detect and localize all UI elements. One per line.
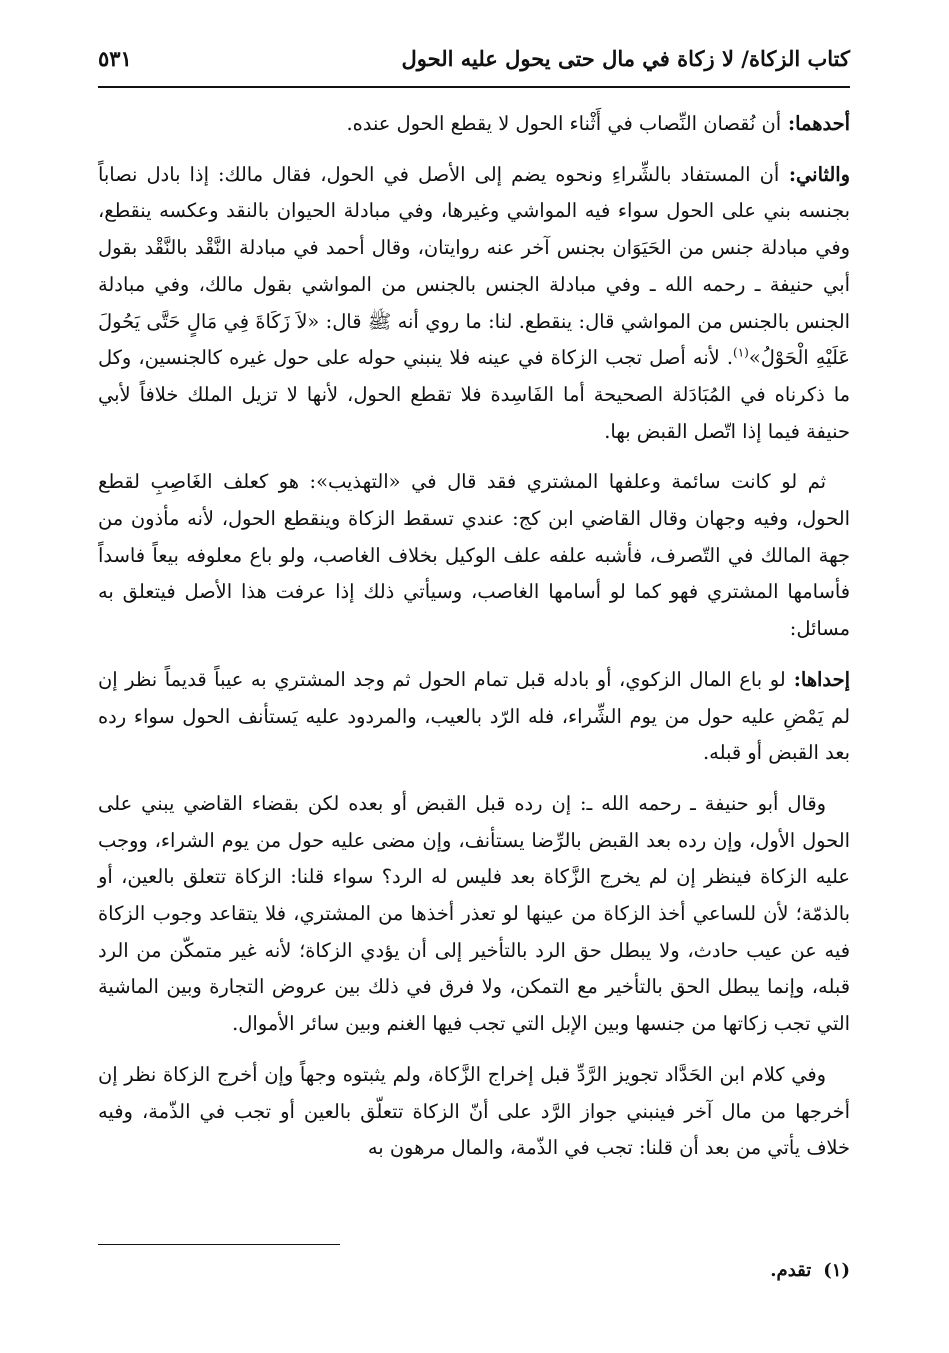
paragraph-text: لو باع المال الزكوي، أو بادله قبل تمام الحول ثم وجد المشتري به عيباً قديماً نظر إن لم يَمْضِ عليه حول من يوم الشِّراء، فله الرّد بالعيب، والمردود عليه يَستأنف الحول سواء رده بعد القبض أو قبله. [98,667,850,765]
paragraph-text: أن المستفاد بالشِّراءِ ونحوه يضم إلى الأصل في الحول، فقال مالك: إذا بادل نصاباً بجنسه بني على الحول سواء فيه المواشي وغيرها، وفي مبادلة الحيوان بالنقد وعكسه ينقطع، وفي مبادلة جنس من الحَيَوَان بجنس آخر عنه روايتان، وقال أحمد في مبادلة النَّقْد بالنَّقْد بقول أبي حنيفة ـ رحمه الله ـ وفي مبادلة الجنس بالجنس من المواشي بقول مالك، وفي مبادلة الجنس بالجنس من المواشي قال: ينقطع. لنا: ما روي أنه ﷺ قال: «لاَ زَكَاةَ فِي مَالٍ حَتَّى يَحُولَ عَلَيْهِ الْحَوْلُ» [98,162,850,370]
page-number: ٥٣١ [98,46,132,71]
paragraph-text: أن نُقصان النِّصاب في أَثْناء الحول لا يقطع الحول عنده. [346,112,782,135]
running-title: كتاب الزكاة/ لا زكاة في مال حتى يحول عليه الحول [401,46,850,71]
paragraph-first-issue [98,106,850,143]
paragraph-ibn-haddad [98,1057,850,1167]
paragraph-lead: إحداها: [785,667,850,691]
footnote-text: تقدم. [770,1260,812,1281]
page-header [98,40,850,88]
paragraph-abu-hanifa [98,786,850,1043]
paragraph-lead: أحدهما: [781,112,850,135]
paragraph-text: ثم لو كانت سائمة وعلفها المشتري فقد قال في «التهذيب»: هو كعلف الغَاصِبِ لقطع الحول، وفيه وجهان وقال القاضي ابن كج: عندي تسقط الزكاة وينقطع الحول، لأنه مأذون من جهة المالك في التّصرف، فأشبه علفه علف الوكيل بخلاف الغاصب، ولو باع معلوفه بيعاً فاسداً فأسامها المشتري فهو كما لو أسامها الغاصب، وسيأتي ذلك إذا عرفت هذا الأصل فيتعلق به مسائل: [98,470,850,641]
footnote-divider [98,1244,340,1245]
paragraph-first-case [98,662,850,772]
paragraph-tahdhib [98,464,850,648]
body-text [98,106,850,1167]
footnote-reference: (١) [733,345,749,360]
footnote [770,1260,850,1281]
paragraph-text-tail: . لأنه أصل تجب الزكاة في عينه فلا ينبني حوله على حول غيره كالجنسين، وكل ما ذكرناه في المُبَادَلة الصحيحة أما الفَاسِدة فلا تقطع الحول، لأنها لا تزيل الملك خلافاً لأبي حنيفة فيما إذا اتّصل القبض بها. [98,346,850,443]
paragraph-lead: والثاني: [779,162,850,186]
footnote-number: (١) [823,1260,850,1281]
page [98,40,850,1181]
paragraph-second-issue [98,157,850,451]
paragraph-text: وفي كلام ابن الحَدَّاد تجويز الرَّدِّ قبل إخراج الزَّكاة، ولم يثبتوه وجهاً وإن أخرج الزكاة نظر إن أخرجها من مال آخر فينبني جواز الرَّد على أنّ الزكاة تتعلّق بالعين أو تجب في الذّمة، وفيه خلاف يأتي من بعد أن قلنا: تجب في الذّمة، والمال مرهون به [98,1062,850,1160]
paragraph-text: وقال أبو حنيفة ـ رحمه الله ـ: إن رده قبل القبض أو بعده لكن بقضاء القاضي يبني على الحول الأول، وإن رده بعد القبض بالرِّضا يستأنف، وإن مضى عليه حول من يوم الشراء، ووجب عليه الزكاة فينظر إن لم يخرج الزَّكاة بعد فليس له الرد؟ سواء قلنا: الزكاة تتعلق بالعين، أو بالذمّة؛ لأن للساعي أخذ الزكاة من عينها لو تعذر أخذها من المشتري، فلا يتقاعد وجوب الزكاة فيه عن عيب حادث، ولا يبطل حق الرد بالتأخير إلى أن يؤدي الزكاة؛ لأنه غير متمكّن من الرد قبله، وإنما يبطل الحق بالتأخير مع التمكن، ولا فرق في ذلك بين عروض التجارة وبين الماشية التي تجب زكاتها من جنسها وبين الإبل التي تجب فيها الغنم وبين سائر الأموال. [98,791,850,1036]
